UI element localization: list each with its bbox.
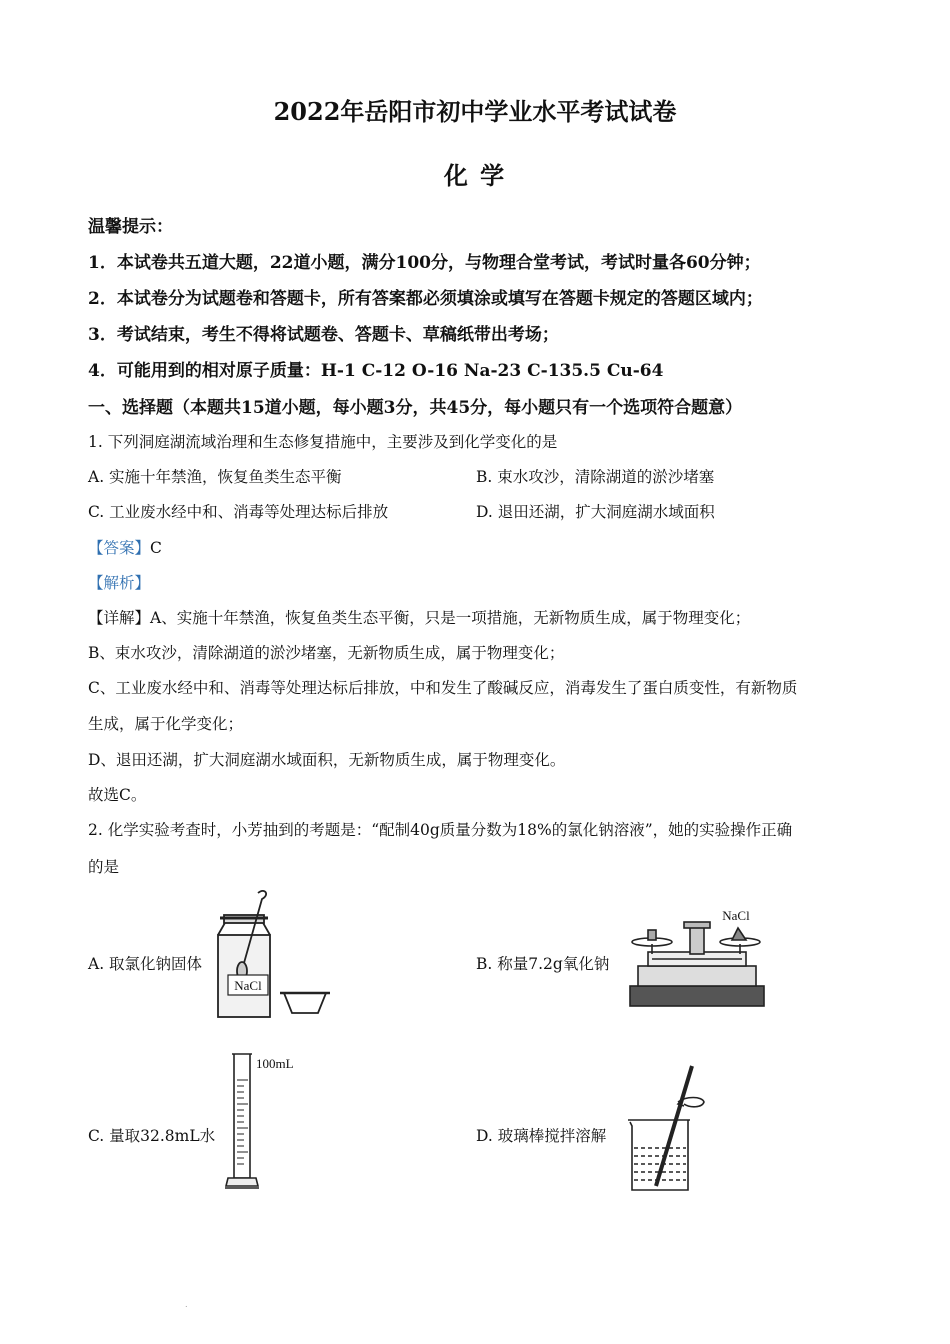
balance-figure: [628, 900, 768, 1010]
nacl-balance-label: NaCl: [722, 908, 750, 923]
tip-4: 4．可能用到的相对原子质量：H-1 C-12 O-16 Na-23 C-135.5 Cu-64: [88, 361, 664, 381]
q2-option-a: A. 取氯化钠固体: [88, 955, 203, 973]
q1-stem: 1. 下列洞庭湖流域治理和生态修复措施中，主要涉及到化学变化的是: [88, 433, 558, 451]
q1-option-d: D. 退田还湖，扩大洞庭湖水域面积: [476, 503, 715, 521]
graduated-cylinder-figure: [222, 1050, 312, 1192]
q2-stem-line2: 的是: [88, 858, 120, 876]
q1-detail-a: [88, 606, 750, 628]
q2-option-d: D. 玻璃棒搅拌溶解: [476, 1127, 607, 1145]
footer-dot: .: [185, 1300, 188, 1309]
q1-option-b: B. 束水攻沙，清除湖道的淤沙堵塞: [476, 468, 715, 486]
q1-detail-b: B、束水攻沙，清除湖道的淤沙堵塞，无新物质生成，属于物理变化；: [88, 644, 565, 662]
exam-title: 2022年岳阳市初中学业水平考试试卷: [273, 97, 677, 126]
cylinder-volume-label: 100mL: [256, 1056, 294, 1071]
q2-stem-line1: 2. 化学实验考查时，小芳抽到的考题是：“配制40g质量分数为18%的氯化钠溶液”，她的实验操作正确: [88, 821, 793, 839]
q1-detail-c-line2: 生成，属于化学变化；: [88, 715, 244, 733]
q1-detail-c-line1: C、工业废水经中和、消毒等处理达标后排放，中和发生了酸碱反应，消毒发生了蛋白质变性，有新物质: [88, 679, 798, 697]
q1-option-c: C. 工业废水经中和、消毒等处理达标后排放: [88, 503, 389, 521]
q1-answer: [88, 536, 162, 558]
tip-3: 3．考试结束，考生不得将试题卷、答题卡、草稿纸带出考场；: [88, 325, 559, 345]
answer-label: 【答案】: [88, 539, 151, 557]
q1-option-a: A. 实施十年禁渔，恢复鱼类生态平衡: [88, 468, 342, 486]
q1-detail-d: D、退田还湖，扩大洞庭湖水域面积，无新物质生成，属于物理变化。: [88, 751, 566, 769]
subject-title: 化 学: [443, 161, 507, 190]
q2-option-c: C. 量取32.8mL水: [88, 1127, 216, 1145]
tip-2: 2．本试卷分为试题卷和答题卡，所有答案都必须填涂或填写在答题卡规定的答题区域内；: [88, 289, 763, 309]
q2-option-b: B. 称量7.2g氧化钠: [476, 955, 610, 973]
tip-1: 1．本试卷共五道大题，22道小题，满分100分，与物理合堂考试，考试时量各60分钟；: [88, 253, 761, 273]
q1-conclusion: 故选C。: [88, 786, 147, 804]
tips-heading: 温馨提示：: [88, 217, 173, 237]
analysis-label: 【解析】: [88, 574, 151, 592]
reagent-bottle-figure: [210, 885, 340, 1025]
beaker-stirring-figure: [622, 1062, 722, 1194]
nacl-bottle-label: NaCl: [234, 978, 262, 993]
answer-value: C: [150, 539, 162, 557]
section-heading: 一、选择题（本题共15道小题，每小题3分，共45分，每小题只有一个选项符合题意）: [88, 398, 743, 418]
detail-label: 【详解】: [88, 609, 151, 627]
detail-a-text: A、实施十年禁渔，恢复鱼类生态平衡，只是一项措施，无新物质生成，属于物理变化；: [150, 609, 751, 627]
